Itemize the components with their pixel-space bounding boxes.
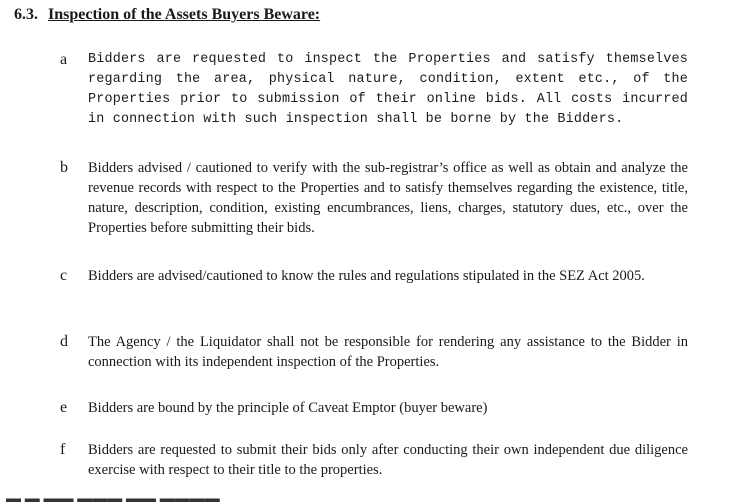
list-text-b: Bidders advised / cautioned to verify with the sub-registrar’s office as well as obtain and analyze the revenue records with respect to the Properties and to satisfy themselves regarding the existence, title, nature, description, condition, existing encumbrances, liens, charges, statutory dues, etc., over the Properties before submitting their bids.: [88, 160, 688, 236]
section-heading: [14, 6, 320, 24]
list-marker-d: d: [60, 333, 68, 350]
list-marker-b: b: [60, 159, 68, 176]
list-text-a: Bidders are requested to inspect the Properties and satisfy themselves regarding the area, physical nature, condition, extent etc., of the Properties prior to submission of their online bids. All costs incurred in connection with such inspection shall be borne by the Bidders.: [88, 52, 688, 127]
list-marker-c: c: [60, 267, 68, 284]
section-number: 6.3.: [14, 6, 38, 23]
list-text-e: Bidders are bound by the principle of Caveat Emptor (buyer beware): [88, 400, 488, 416]
next-section-cutoff: [6, 494, 256, 502]
list-text-c: Bidders are advised/cautioned to know the rules and regulations stipulated in the SEZ Act 2005.: [88, 268, 645, 284]
list-text-d: The Agency / the Liquidator shall not be responsible for rendering any assistance to the Bidder in connection with its independent inspection of the Properties.: [88, 334, 688, 370]
list-text-f: Bidders are requested to submit their bids only after conducting their own independent due diligence exercise with respect to their title to the properties.: [88, 442, 688, 478]
list-marker-f: f: [60, 441, 66, 458]
section-title: Inspection of the Assets Buyers Beware:: [48, 6, 321, 23]
cutoff-glyphs: ▬ ▬ ▬▬ ▬▬▬ ▬▬ ▬▬▬▬: [6, 494, 220, 502]
list-marker-a: a: [60, 51, 68, 68]
list-marker-e: e: [60, 399, 68, 416]
